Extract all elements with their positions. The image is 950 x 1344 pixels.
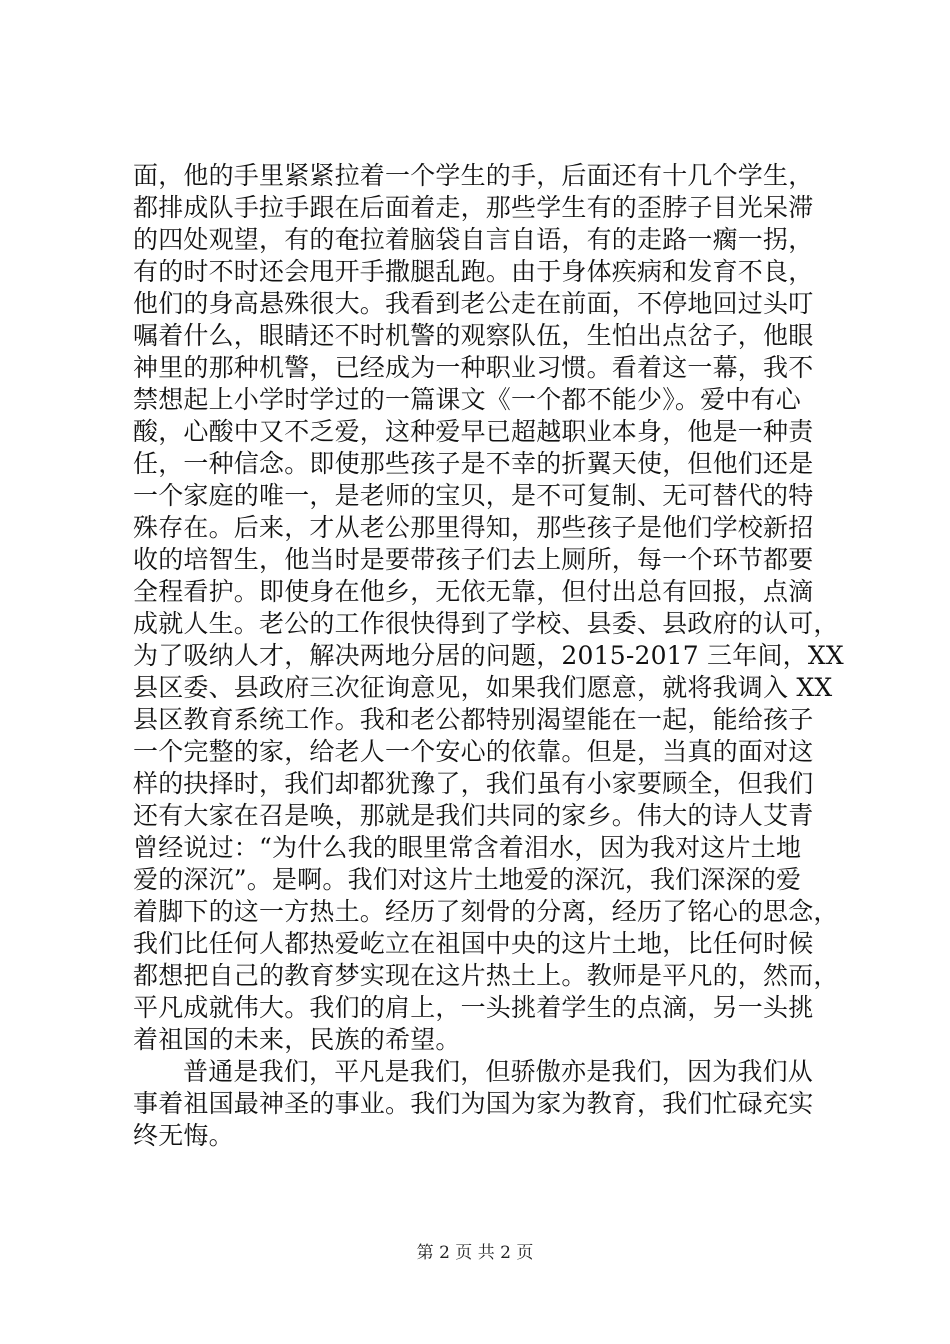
- text-line: 县区委、县政府三次征询意见，如果我们愿意，就将我调入 XX: [133, 673, 833, 702]
- text-line: 殊存在。后来，才从老公那里得知，那些孩子是他们学校新招: [133, 513, 814, 542]
- paragraph-2: [133, 1056, 833, 1152]
- text-line: 着脚下的这一方热土。经历了刻骨的分离，经历了铭心的思念，: [133, 897, 839, 926]
- text-line: 县区教育系统工作。我和老公都特别渴望能在一起，能给孩子: [133, 705, 814, 734]
- text-line: 样的抉择时，我们却都犹豫了，我们虽有小家要顾全，但我们: [133, 769, 814, 798]
- text-line: 事着祖国最神圣的事业。我们为国为家为教育，我们忙碌充实: [133, 1089, 814, 1118]
- page-number-footer: 第 2 页 共 2 页: [416, 1243, 534, 1263]
- text-line: 都想把自己的教育梦实现在这片热土上。教师是平凡的，然而，: [133, 961, 839, 990]
- text-line: 一个家庭的唯一，是老师的宝贝，是不可复制、无可替代的特: [133, 481, 814, 510]
- text-line: 终无悔。: [133, 1121, 234, 1150]
- text-line: 都排成队手拉手跟在后面着走，那些学生有的歪脖子目光呆滞: [133, 193, 814, 222]
- text-line: 平凡成就伟大。我们的肩上，一头挑着学生的点滴，另一头挑: [133, 993, 814, 1022]
- text-line: 为了吸纳人才，解决两地分居的问题，2015-2017 三年间，XX: [133, 641, 844, 670]
- text-line: 禁想起上小学时学过的一篇课文《一个都不能少》。爱中有心: [133, 385, 801, 414]
- text-line: 嘱着什么，眼睛还不时机警的观察队伍，生怕出点岔子，他眼: [133, 321, 814, 350]
- text-line: 成就人生。老公的工作很快得到了学校、县委、县政府的认可，: [133, 609, 839, 638]
- text-line: 曾经说过：“为什么我的眼里常含着泪水，因为我对这片土地: [133, 833, 802, 862]
- text-line: 收的培智生，他当时是要带孩子们去上厕所，每一个环节都要: [133, 545, 814, 574]
- text-line: 普通是我们，平凡是我们，但骄傲亦是我们，因为我们从: [183, 1057, 814, 1086]
- text-line: 我们比任何人都热爱屹立在祖国中央的这片土地，比任何时候: [133, 929, 814, 958]
- text-line: 的四处观望，有的奄拉着脑袋自言自语，有的走路一瘸一拐，: [133, 225, 814, 254]
- body-text: [133, 160, 844, 1152]
- text-line: 他们的身高悬殊很大。我看到老公走在前面，不停地回过头叮: [133, 289, 814, 318]
- text-line: 一个完整的家，给老人一个安心的依靠。但是，当真的面对这: [133, 737, 814, 766]
- text-line: 全程看护。即使身在他乡，无依无靠，但付出总有回报，点滴: [133, 577, 814, 606]
- text-line: 面，他的手里紧紧拉着一个学生的手，后面还有十几个学生，: [133, 161, 814, 190]
- text-line: 爱的深沉”。是啊。我们对这片土地爱的深沉，我们深深的爱: [133, 865, 802, 894]
- text-line: 着祖国的未来，民族的希望。: [133, 1025, 461, 1054]
- text-line: 还有大家在召是唤，那就是我们共同的家乡。伟大的诗人艾青: [133, 801, 814, 830]
- text-line: 酸，心酸中又不乏爱，这种爱早已超越职业本身，他是一种责: [133, 417, 814, 446]
- text-line: 有的时不时还会甩开手撒腿乱跑。由于身体疾病和发育不良，: [133, 257, 814, 286]
- text-line: 任，一种信念。即使那些孩子是不幸的折翼天使，但他们还是: [133, 449, 814, 478]
- text-line: 神里的那种机警，已经成为一种职业习惯。看着这一幕，我不: [133, 353, 814, 382]
- paragraph-1: [133, 160, 844, 1056]
